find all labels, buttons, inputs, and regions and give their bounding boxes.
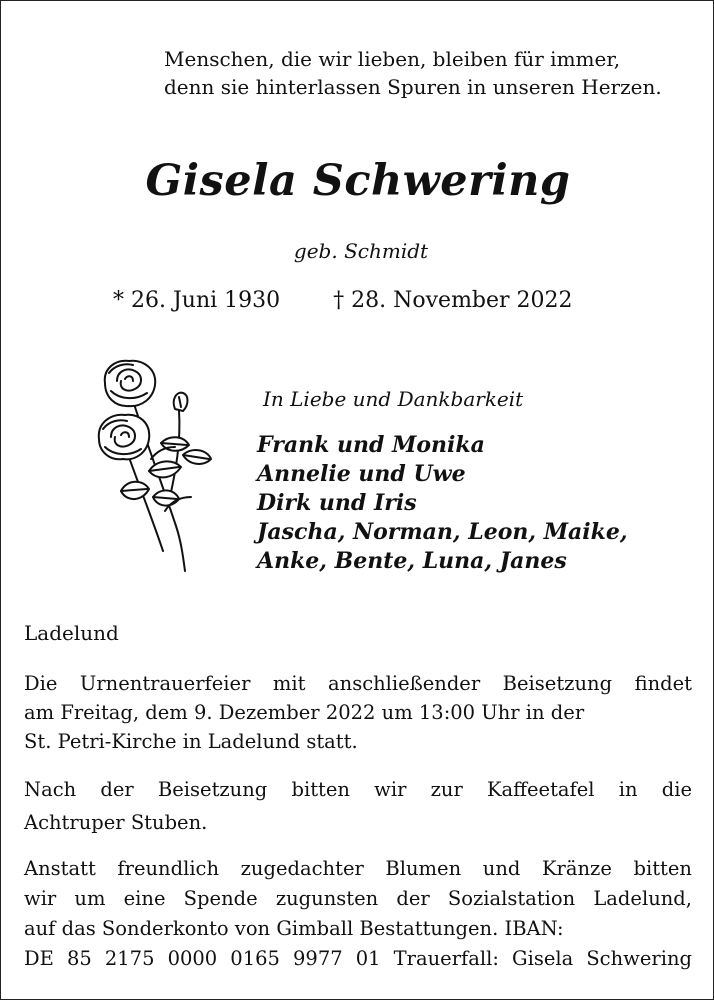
mourner-line: Annelie und Uwe xyxy=(257,461,466,487)
life-dates xyxy=(113,288,573,313)
mourner-line: Frank und Monika xyxy=(257,432,485,458)
mourner-line: Dirk und Iris xyxy=(257,490,417,516)
paragraph-line: DE 85 2175 0000 0165 9977 01 Trauerfall: Gisela Schwering xyxy=(24,947,692,970)
maiden-name: geb. Schmidt xyxy=(293,239,429,263)
paragraph-line: Anstatt freundlich zugedachter Blumen und Kränze bitten xyxy=(24,857,692,880)
motto xyxy=(164,45,662,101)
motto-line: denn sie hinterlassen Spuren in unseren Herzen. xyxy=(164,75,662,99)
mourner-line: Anke, Bente, Luna, Janes xyxy=(257,548,567,574)
paragraph-line: auf das Sonderkonto von Gimball Bestattungen. IBAN: xyxy=(24,917,564,940)
paragraph-line: Nach der Beisetzung bitten wir zur Kaffeetafel in die xyxy=(24,778,692,801)
rose-icon xyxy=(91,351,221,576)
death-date: † 28. November 2022 xyxy=(333,288,573,313)
mourners-list xyxy=(257,431,628,576)
motto-line: Menschen, die wir lieben, bleiben für immer, xyxy=(164,47,621,71)
mourner-line: Jascha, Norman, Leon, Maike, xyxy=(257,519,628,545)
ceremony-paragraph xyxy=(24,669,692,756)
deceased-name: Gisela Schwering xyxy=(145,156,571,206)
location: Ladelund xyxy=(24,621,119,645)
paragraph-line: St. Petri-Kirche in Ladelund statt. xyxy=(24,730,358,753)
paragraph-line: Die Urnentrauerfeier mit anschließender Beisetzung findet xyxy=(24,672,692,695)
donation-paragraph xyxy=(24,854,692,974)
paragraph-line: am Freitag, dem 9. Dezember 2022 um 13:00 Uhr in der xyxy=(24,701,585,724)
coffee-paragraph xyxy=(24,773,692,839)
paragraph-line: Achtruper Stuben. xyxy=(24,811,208,834)
birth-date: * 26. Juni 1930 xyxy=(113,288,281,313)
mourners-intro: In Liebe und Dankbarkeit xyxy=(263,387,524,411)
paragraph-line: wir um eine Spende zugunsten der Sozialstation Ladelund, xyxy=(24,887,692,910)
